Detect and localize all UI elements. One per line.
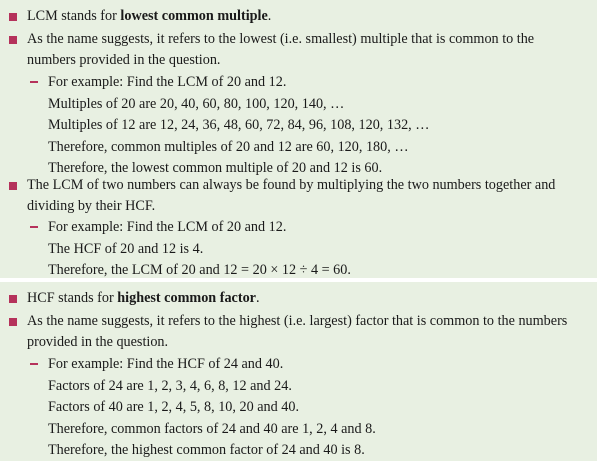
lcm-example1-line: Multiples of 20 are 20, 40, 60, 80, 100, 120, 140, … [48, 96, 345, 112]
lcm-hcf-relation-line1: The LCM of two numbers can always be found by multiplying the two numbers together and [27, 177, 556, 193]
dash-icon [30, 226, 38, 228]
lcm-explanation-line1: As the name suggests, it refers to the lowest (i.e. smallest) multiple that is common to the [27, 31, 535, 47]
bullet-icon [9, 182, 17, 190]
hcf-example-line: Factors of 40 are 1, 2, 4, 5, 8, 10, 20 and 40. [48, 399, 299, 415]
lcm-example1-line: Therefore, common multiples of 20 and 12 are 60, 120, 180, … [48, 139, 409, 155]
hcf-explanation-line2: provided in the question. [27, 334, 169, 350]
lcm-explanation-line2: numbers provided in the question. [27, 52, 221, 68]
bullet-icon [9, 318, 17, 326]
lcm-example2-line: The HCF of 20 and 12 is 4. [48, 241, 204, 257]
bullet-icon [9, 13, 17, 21]
lcm-example2-line: For example: Find the LCM of 20 and 12. [48, 219, 287, 235]
bullet-icon [9, 295, 17, 303]
bullet-icon [9, 36, 17, 44]
lcm-hcf-relation-line2: dividing by their HCF. [27, 198, 156, 214]
dash-icon [30, 81, 38, 83]
lcm-definition: LCM stands for lowest common multiple. [27, 8, 272, 24]
lcm-example1-line: Therefore, the lowest common multiple of 20 and 12 is 60. [48, 160, 383, 176]
hcf-example-line: Factors of 24 are 1, 2, 3, 4, 6, 8, 12 and 24. [48, 378, 292, 394]
lcm-example2-line: Therefore, the LCM of 20 and 12 = 20 × 12 ÷ 4 = 60. [48, 262, 351, 278]
hcf-example-line: Therefore, the highest common factor of 24 and 40 is 8. [48, 442, 365, 458]
lcm-example1-line: Multiples of 12 are 12, 24, 36, 48, 60, 72, 84, 96, 108, 120, 132, … [48, 117, 430, 133]
hcf-explanation-line1: As the name suggests, it refers to the highest (i.e. largest) factor that is common to the numbers [27, 313, 568, 329]
hcf-example-line: Therefore, common factors of 24 and 40 are 1, 2, 4 and 8. [48, 421, 376, 437]
lcm-example1-line: For example: Find the LCM of 20 and 12. [48, 74, 287, 90]
dash-icon [30, 363, 38, 365]
hcf-definition: HCF stands for highest common factor. [27, 290, 260, 306]
hcf-example-line: For example: Find the HCF of 24 and 40. [48, 356, 284, 372]
hcf-section [0, 282, 597, 461]
